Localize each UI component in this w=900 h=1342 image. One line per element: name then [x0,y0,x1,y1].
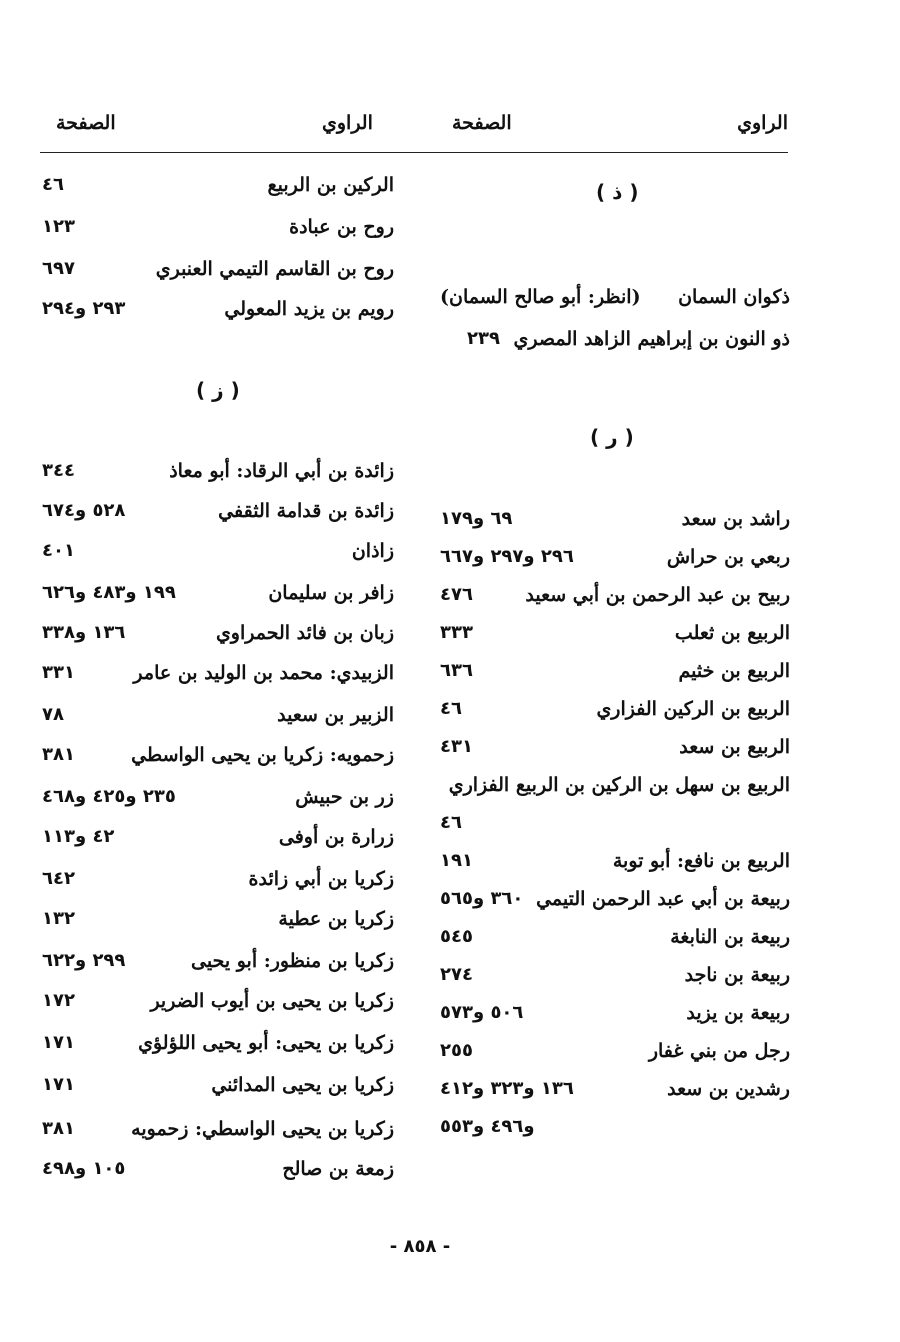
narrator-name: زكريا بن منظور: أبو يحيى [191,950,394,972]
narrator-name: ذو النون بن إبراهيم الزاهد المصري [513,328,790,350]
index-entry [42,492,394,530]
index-entry [440,728,790,766]
index-entry [42,818,394,856]
index-entry [42,1150,394,1188]
narrator-name: روح بن القاسم التيمي العنبري [155,258,394,280]
index-entry [42,736,394,774]
narrator-name: الزبيدي: محمد بن الوليد بن عامر [133,662,394,684]
page-refs: ٣٦٠ و٥٦٥ [440,888,524,909]
page-refs: و٤٩٦ و٥٥٣ [440,1116,535,1137]
narrator-name: الربيع بن نافع: أبو توبة [612,850,790,872]
page-refs: ٢٧٤ [440,964,473,985]
index-entry [440,320,790,358]
index-entry [42,982,394,1020]
page-refs: ٢٩٦ و٢٩٧ و٦٦٧ [440,546,574,567]
narrator-name: زكريا بن يحيى: أبو يحيى اللؤلؤي [138,1032,394,1054]
index-entry [440,278,790,316]
page-refs: ١٩١ [440,850,473,871]
index-entry [42,1024,394,1062]
header-left-narrator: الراوي [322,112,373,134]
page-refs: ٣٨١ [42,1118,75,1139]
index-entry [42,1066,394,1104]
narrator-name: رجل من بني غفار [648,1040,790,1062]
narrator-name: زائدة بن قدامة الثقفي [218,500,394,522]
index-entry [440,690,790,728]
narrator-name: زكريا بن عطية [278,908,394,930]
index-entry-continuation [440,804,790,842]
index-entry [42,1110,394,1148]
index-entry [440,1070,790,1108]
page-refs: ٣٤٤ [42,460,75,481]
narrator-name: ربيح بن عبد الرحمن بن أبي سعيد [525,584,790,606]
page-refs: ٦٣٦ [440,660,473,681]
index-entry [42,900,394,938]
narrator-name: رويم بن يزيد المعولي [224,298,394,320]
page-refs: ٢٥٥ [440,1040,473,1061]
narrator-name: الزبير بن سعيد [277,704,394,726]
narrator-name: زمعة بن صالح [282,1158,394,1180]
narrator-name: راشد بن سعد [681,508,790,530]
narrator-name: ربيعة بن النابغة [670,926,790,948]
page-refs: ٤٢ و١١٣ [42,826,115,847]
page-refs: ٢٩٩ و٦٢٢ [42,950,126,971]
narrator-name: زكريا بن يحيى بن أيوب الضرير [150,990,394,1012]
section-heading-dhal: ( ذ ) [596,180,639,204]
index-entry [440,652,790,690]
page-refs: ٢٣٥ و٤٢٥ و٤٦٨ [42,786,176,807]
index-entry [440,880,790,918]
narrator-name: زحمويه: زكريا بن يحيى الواسطي [131,744,394,766]
narrator-name: زرارة بن أوفى [278,826,394,848]
page-refs: ١٣٦ و٣٢٣ و٤١٢ [440,1078,574,1099]
page-refs: ١٣٢ [42,908,75,929]
page-refs: ٢٣٩ [467,328,500,349]
page-refs: ٢٩٣ و٢٩٤ [42,298,126,319]
page-refs: ٥٢٨ و٦٧٤ [42,500,126,521]
page-refs: ٤٦ [440,812,462,833]
cross-reference: (انظر: أبو صالح السمان) [440,286,641,308]
narrator-name: الربيع بن الركين الفزاري [596,698,790,720]
index-entry [42,614,394,652]
index-entry [440,842,790,880]
narrator-name: الربيع بن خثيم [678,660,790,682]
index-entry [42,654,394,692]
page-refs: ٣٨١ [42,744,75,765]
index-entry [440,500,790,538]
index-entry [42,860,394,898]
narrator-name: زافر بن سليمان [268,582,394,604]
narrator-name: الركين بن الربيع [267,174,394,196]
page-refs: ٤٦ [42,174,64,195]
page-refs: ٥٠٦ و٥٧٣ [440,1002,524,1023]
index-entry [440,614,790,652]
narrator-name: روح بن عبادة [289,216,394,238]
narrator-name: زكريا بن يحيى الواسطي: زحمويه [131,1118,394,1140]
header-right-page: الصفحة [452,112,512,134]
narrator-name: ذكوان السمان [678,286,790,308]
page-refs: ٦٤٢ [42,868,75,889]
page-refs: ٤٧٦ [440,584,473,605]
index-entry [42,452,394,490]
narrator-name: زبان بن فائد الحمراوي [215,622,394,644]
narrator-name: ربيعة بن ناجد [684,964,790,986]
index-entry [42,574,394,612]
narrator-name: الربيع بن ثعلب [674,622,790,644]
index-entry [42,250,394,288]
header-right-narrator: الراوي [737,112,788,134]
narrator-name: الربيع بن سعد [679,736,790,758]
index-entry [42,290,394,328]
page-refs: ١٠٥ و٤٩٨ [42,1158,126,1179]
index-entry [440,576,790,614]
index-entry [42,778,394,816]
index-entry [42,166,394,204]
page-refs: ١٧١ [42,1032,75,1053]
index-entry [440,918,790,956]
header-left-page: الصفحة [56,112,116,134]
index-entry-continuation [440,1108,790,1146]
page-refs: ٣٣٣ [440,622,473,643]
narrator-name: ربيعة بن أبي عبد الرحمن التيمي [536,888,790,910]
index-entry [42,696,394,734]
narrator-name: ربعي بن حراش [666,546,790,568]
page-refs: ٦٩٧ [42,258,75,279]
narrator-name: زائدة بن أبي الرقاد: أبو معاذ [169,460,394,482]
page-refs: ١٧٢ [42,990,75,1011]
page-refs: ١٣٦ و٣٣٨ [42,622,126,643]
index-entry [440,956,790,994]
section-heading-ra: ( ر ) [590,425,634,449]
page-refs: ٣٣١ [42,662,75,683]
narrator-name: زر بن حبيش [295,786,394,808]
page-refs: ١٢٣ [42,216,75,237]
section-heading-zay: ( ز ) [196,378,240,402]
page-refs: ٤٠١ [42,540,75,561]
page-refs: ٦٩ و١٧٩ [440,508,513,529]
index-entry [440,994,790,1032]
index-entry [440,538,790,576]
narrator-name: رشدين بن سعد [667,1078,790,1100]
header-divider [40,152,788,153]
page-refs: ٥٤٥ [440,926,473,947]
page-number: - ٨٥٨ - [389,1236,451,1257]
index-entry [42,208,394,246]
page-refs: ٤٣١ [440,736,473,757]
index-entry [42,942,394,980]
narrator-name: زاذان [351,540,394,562]
page-refs: ١٩٩ و٤٨٣ و٦٢٦ [42,582,176,603]
narrator-name: زكريا بن أبي زائدة [248,868,394,890]
index-entry [440,1032,790,1070]
narrator-name: ربيعة بن يزيد [686,1002,790,1024]
page-refs: ٤٦ [440,698,462,719]
page-refs: ٧٨ [42,704,64,725]
index-entry [42,532,394,570]
narrator-name: زكريا بن يحيى المدائني [211,1074,394,1096]
narrator-name: الربيع بن سهل بن الركين بن الربيع الفزاري [448,774,790,796]
index-entry [440,766,790,804]
page-refs: ١٧١ [42,1074,75,1095]
